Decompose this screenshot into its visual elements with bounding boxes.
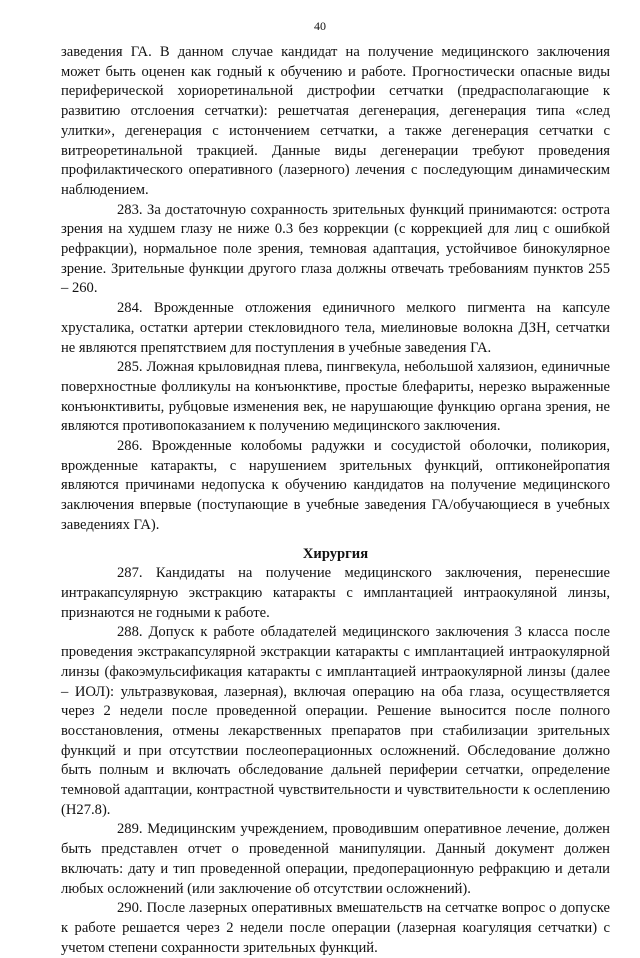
paragraph-287: 287. Кандидаты на получение медицинского заключения, перенесшие интракапсулярную экстракцию катаракты с имплантацией интраокуляной линзы, признаются не годными к работе. <box>61 565 610 621</box>
paragraph-284: 284. Врожденные отложения единичного мелкого пигмента на капсуле хрусталика, остатки артерии стекловидного тела, миелиновые волокна ДЗН, сетчатки не являются препятствием для поступления в учебные заведения ГА. <box>61 300 610 356</box>
paragraph-286: 286. Врожденные колобомы радужки и сосудистой оболочки, поликория, врожденные катаракты, с нарушением зрительных функций, оптиконейропатия являются причинами недопуска к обучению кандидатов на получение медицинского заключения впервые (поступающие в учебные заведения ГА/обучающиеся в учебных заведениях ГА). <box>61 438 610 533</box>
paragraph-289: 289. Медицинским учреждением, проводившим оперативное лечение, должен быть представлен отчет о проведенной манипуляции. Данный документ должен включать: дату и тип проведенной операции, предоперационную рефракцию и детали любых осложнений (или заключение об отсутствии осложнений). <box>61 821 610 897</box>
paragraph-288: 288. Допуск к работе обладателей медицинского заключения 3 класса после проведения экстракапсулярной экстракции катаракты с имплантацией интраокулярной линзы (факоэмульсификация катаракты с имплантацией интраокулярной линзы (далее – ИОЛ): ультразвуковая, лазерная), включая операцию на оба глаза, осуществляется через 2 недели после проведенной операции. Решение выносится после полного восстановления, отмены лекарственных препаратов при стабилизации зрительных функций и при отсутствии послеоперационных осложнений. Обследование должно быть полным и включать обследование дальней периферии сетчатки, определение темновой адаптации, контрастной чувствительности и чувствительности к ослеплению (H27.8). <box>61 624 610 818</box>
paragraph-continuation: заведения ГА. В данном случае кандидат на получение медицинского заключения может быть оценен как годный к обучению и работе. Прогностически опасные виды периферической хориоретинальной дистрофии сетчатки (предрасполагающие к развитию отслоения сетчатки): решетчатая дегенерация, дегенерация типа «след улитки», дегенерация с истончением сетчатки, а также дегенерация сетчатки с витреоретинальной тракцией. Данные виды дегенерации требуют проведения профилактического оперативного (лазерного) лечения с последующим динамическим наблюдением. <box>61 44 610 198</box>
paragraph-285: 285. Ложная крыловидная плева, пингвекула, небольшой халязион, единичные поверхностные фолликулы на конъюнктиве, простые блефариты, нерезко выраженные конъюнктивиты, рубцовые изменения век, не нарушающие функцию органа зрения, не являются противопоказанием к получению медицинского заключения. <box>61 359 610 435</box>
document-body <box>61 43 610 958</box>
paragraph-290: 290. После лазерных оперативных вмешательств на сетчатке вопрос о допуске к работе решается через 2 недели после операции (лазерная коагуляция сетчатки) с учетом степени сохранности зрительных функций. <box>61 900 610 956</box>
section-heading: Хирургия <box>302 545 369 562</box>
page-number: 40 <box>314 19 326 33</box>
paragraph-283: 283. За достаточную сохранность зрительных функций принимаются: острота зрения на худшем глазу не ниже 0.3 без коррекции (с коррекцией для лиц с ошибкой рефракции), нормальное поле зрения, темновая адаптация, устойчивое бинокулярное зрение. Зрительные функции другого глаза должны отвечать требованиям пунктов 255 – 260. <box>61 201 610 297</box>
